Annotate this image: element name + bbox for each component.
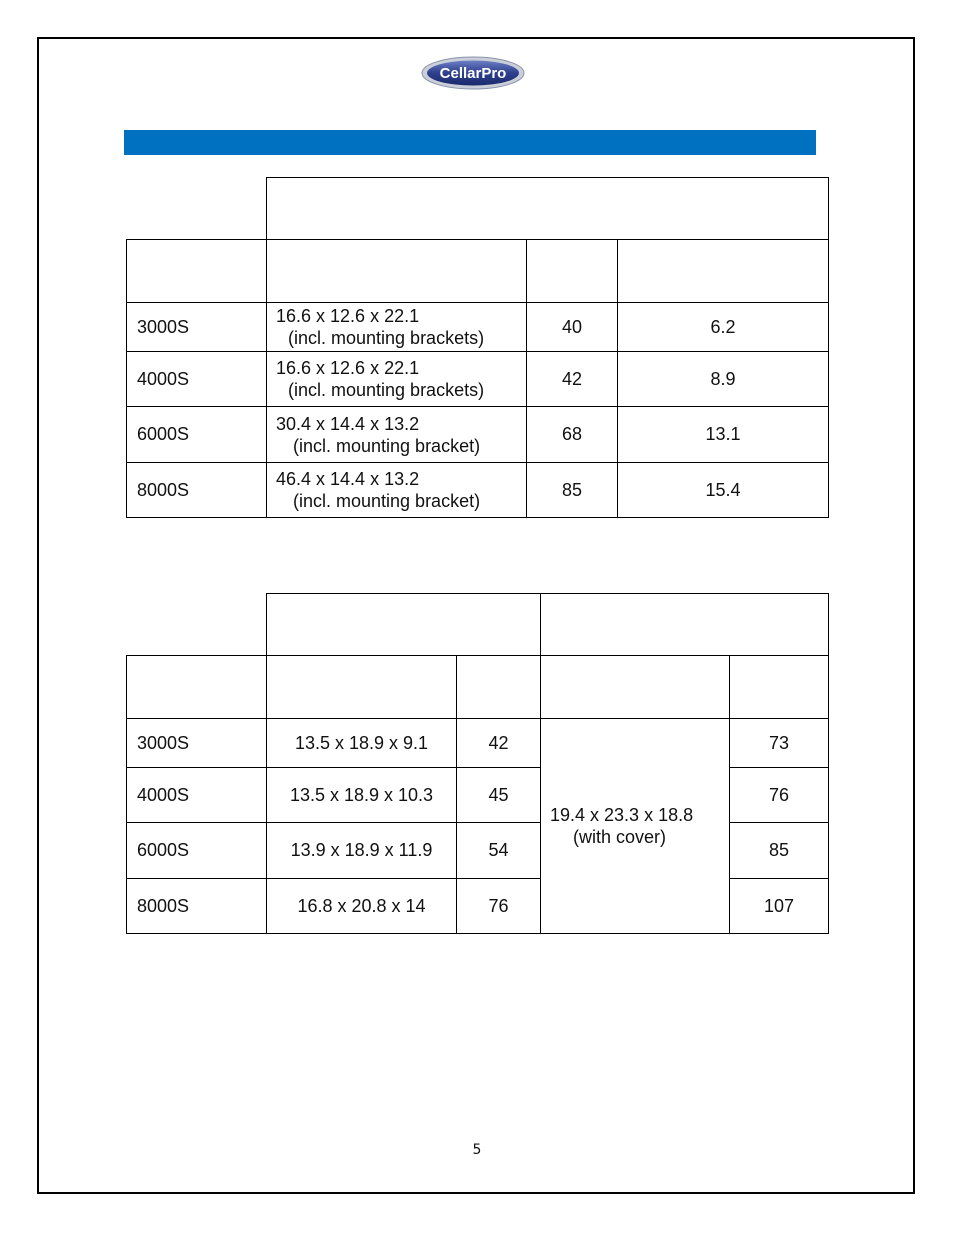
table-header-row	[127, 178, 829, 240]
dimensions-note: (incl. mounting brackets)	[288, 380, 485, 400]
merged-dimensions-note: (with cover)	[573, 827, 667, 847]
dimensions-text: 16.6 x 12.6 x 22.1	[276, 358, 420, 378]
table-header-cell	[527, 240, 618, 303]
table-header-cell	[127, 240, 267, 303]
table-header-cell	[267, 656, 457, 719]
model-cell: 6000S	[127, 823, 267, 879]
table-corner-cell	[127, 178, 267, 240]
merged-dimensions-cell	[541, 719, 730, 934]
value-cell: 8.9	[618, 352, 829, 407]
table-header-cell	[730, 656, 829, 719]
table-row	[127, 463, 829, 518]
value-cell: 107	[730, 879, 829, 934]
table-header-cell	[457, 656, 541, 719]
value-cell: 76	[730, 768, 829, 823]
specs-table-1	[126, 177, 829, 518]
value-cell: 85	[730, 823, 829, 879]
dimensions-cell	[267, 463, 527, 518]
table-subheader-row	[127, 240, 829, 303]
table-header-row	[127, 594, 829, 656]
table-header-cell	[267, 178, 829, 240]
dimensions-note: (incl. mounting bracket)	[293, 491, 481, 511]
section-header-bar	[124, 130, 816, 155]
value-cell: 68	[527, 407, 618, 463]
table-subheader-row	[127, 656, 829, 719]
model-cell: 4000S	[127, 768, 267, 823]
model-cell: 4000S	[127, 352, 267, 407]
dimensions-text: 16.6 x 12.6 x 22.1	[276, 306, 420, 326]
dimensions-note: (incl. mounting brackets)	[288, 328, 485, 348]
dimensions-cell: 13.5 x 18.9 x 9.1	[267, 719, 457, 768]
table-header-cell	[267, 594, 541, 656]
dimensions-cell: 13.5 x 18.9 x 10.3	[267, 768, 457, 823]
table-row	[127, 352, 829, 407]
merged-dimensions-text: 19.4 x 23.3 x 18.8	[550, 805, 694, 825]
model-cell: 3000S	[127, 303, 267, 352]
dimensions-note: (incl. mounting bracket)	[293, 435, 481, 456]
dimensions-text: 30.4 x 14.4 x 13.2	[276, 413, 420, 434]
value-cell: 15.4	[618, 463, 829, 518]
value-cell: 76	[457, 879, 541, 934]
svg-text:CellarPro: CellarPro	[439, 65, 507, 82]
value-cell: 85	[527, 463, 618, 518]
dimensions-cell	[267, 303, 527, 352]
dimensions-cell: 16.8 x 20.8 x 14	[267, 879, 457, 934]
dimensions-cell: 13.9 x 18.9 x 11.9	[267, 823, 457, 879]
value-cell: 45	[457, 768, 541, 823]
cellarpro-logo	[421, 56, 525, 90]
table-row	[127, 407, 829, 463]
specs-table-2	[126, 593, 829, 934]
value-cell: 54	[457, 823, 541, 879]
dimensions-text: 46.4 x 14.4 x 13.2	[276, 469, 420, 489]
table-header-cell	[618, 240, 829, 303]
value-cell: 42	[527, 352, 618, 407]
dimensions-cell	[267, 407, 527, 463]
table-row	[127, 303, 829, 352]
value-cell: 13.1	[618, 407, 829, 463]
model-cell: 8000S	[127, 463, 267, 518]
value-cell: 73	[730, 719, 829, 768]
value-cell: 6.2	[618, 303, 829, 352]
model-cell: 6000S	[127, 407, 267, 463]
value-cell: 42	[457, 719, 541, 768]
value-cell: 40	[527, 303, 618, 352]
model-cell: 8000S	[127, 879, 267, 934]
table-header-cell	[127, 656, 267, 719]
page-number: 5	[472, 1142, 482, 1158]
table-row	[127, 719, 829, 768]
table-corner-cell	[127, 594, 267, 656]
table-header-cell	[267, 240, 527, 303]
model-cell: 3000S	[127, 719, 267, 768]
table-header-cell	[541, 656, 730, 719]
table-header-cell	[541, 594, 829, 656]
dimensions-cell	[267, 352, 527, 407]
